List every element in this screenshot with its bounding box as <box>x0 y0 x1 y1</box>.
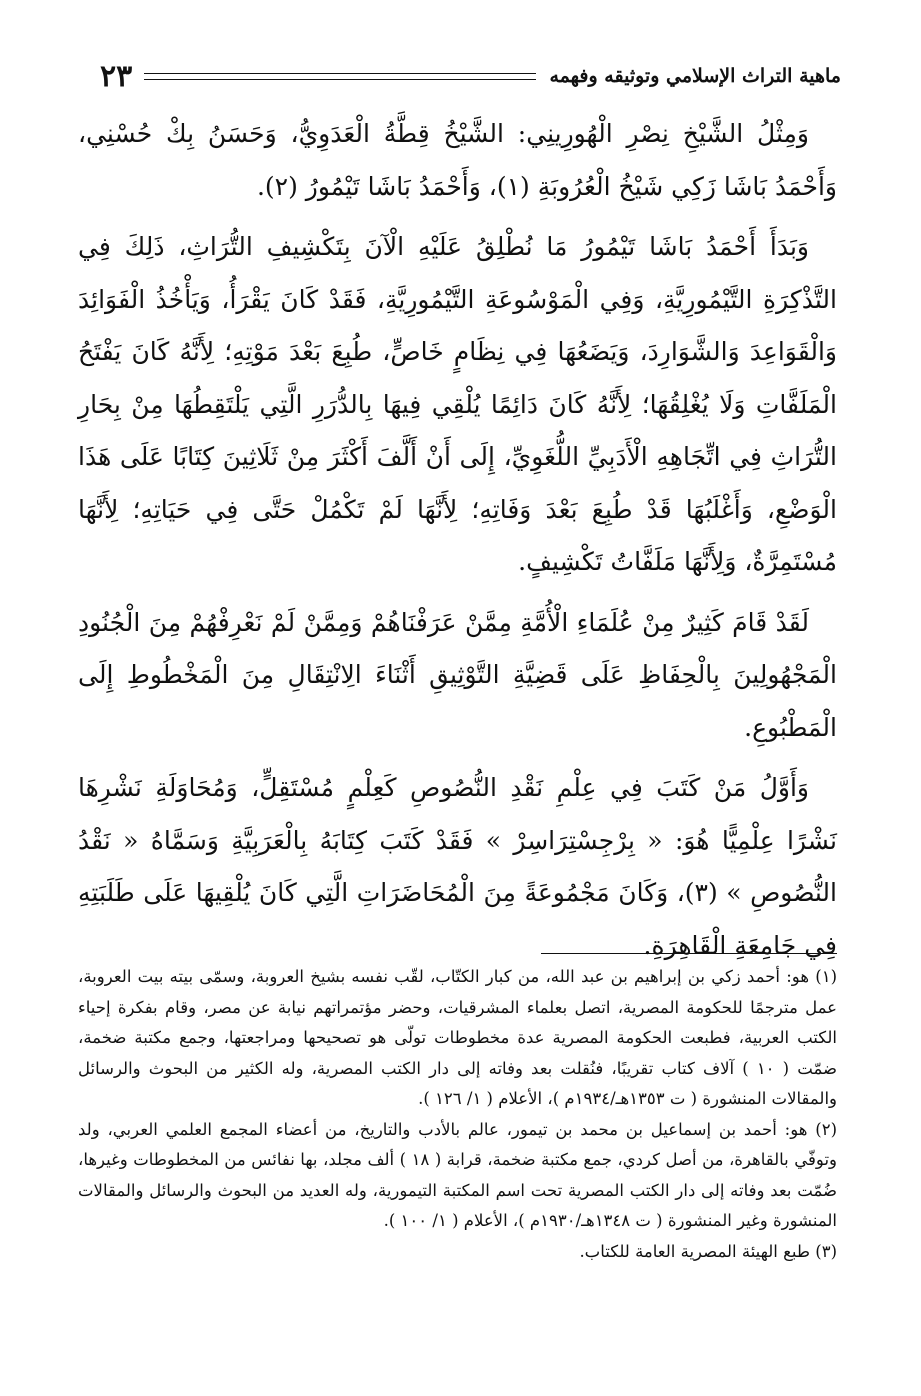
main-text <box>78 108 837 980</box>
paragraph: وَبَدَأَ أَحْمَدُ بَاشَا تَيْمُورُ مَا نُطْلِقُ عَلَيْهِ الْآنَ بِتَكْشِيفِ التُّرَاثِ، ذَلِكَ فِي التَّذْكِرَةِ التَّيْمُورِيَّةِ، وَفِي الْمَوْسُوعَةِ التَّيْمُورِيَّةِ، فَقَدْ كَانَ يَقْرَأُ، وَيَأْخُذُ الْفَوَائِدَ وَالْقَوَاعِدَ وَالشَّوَارِدَ، وَيَضَعُهَا فِي نِظَامٍ خَاصٍّ، طُبِعَ بَعْدَ مَوْتِهِ؛ لِأَنَّهُ كَانَ يَفْتَحُ الْمَلَفَّاتِ وَلَا يُغْلِقُهَا؛ لِأَنَّهُ كَانَ دَائِمًا يُلْقِي فِيهَا بِالدُّرَرِ الَّتِي يَلْتَقِطُهَا مِنْ بِحَارِ التُّرَاثِ فِي اتِّجَاهِهِ الْأَدَبِيِّ اللُّغَوِيِّ، إِلَى أَنْ أَلَّفَ أَكْثَرَ مِنْ ثَلَاثِينَ كِتَابًا عَلَى هَذَا الْوَضْعِ، وَأَغْلَبُهَا قَدْ طُبِعَ بَعْدَ وَفَاتِهِ؛ لِأَنَّهَا لَمْ تَكْمُلْ حَتَّى فِي حَيَاتِهِ؛ لِأَنَّهَا مُسْتَمِرَّةٌ، وَلِأَنَّهَا مَلَفَّاتُ تَكْشِيفٍ. <box>78 232 837 576</box>
header-rule <box>144 73 535 80</box>
footnote: (٢) هو: أحمد بن إسماعيل بن محمد بن تيمور، عالم بالأدب والتاريخ، من أعضاء المجمع العلمي العربي، ولد وتوفّي بالقاهرة، من أصل كردي، جمع مكتبة ضخمة، قرابة ( ١٨ ) ألف مجلد، بها نفائس من المخطوطات وغيرها، ضُمّت بعد وفاته إلى دار الكتب المصرية تحت اسم المكتبة التيمورية، وله العديد من البحوث والرسائل والمقالات المنشورة وغير المنشورة ( ت ١٣٤٨هـ/١٩٣٠م )، الأعلام ( ١/ ١٠٠ ). <box>78 1119 838 1230</box>
running-header <box>100 56 841 96</box>
paragraph: وَمِثْلُ الشَّيْخِ نِصْرِ الْهُورِينِي: الشَّيْخُ قِطَّةُ الْعَدَوِيُّ، وَحَسَنُ بِكْ حُسْنِي، وَأَحْمَدُ بَاشَا زَكِي شَيْخُ الْعُرُوبَةِ (١)، وَأَحْمَدُ بَاشَا تَيْمُورُ (٢). <box>78 119 837 201</box>
footnotes <box>78 962 837 1267</box>
paragraph: لَقَدْ قَامَ كَثِيرٌ مِنْ عُلَمَاءِ الْأُمَّةِ مِمَّنْ عَرَفْنَاهُمْ وَمِمَّنْ لَمْ نَعْرِفْهُمْ مِنَ الْجُنُودِ الْمَجْهُولِينَ بِالْحِفَاظِ عَلَى قَضِيَّةِ التَّوْثِيقِ أَثْنَاءَ الِانْتِقَالِ مِنَ الْمَخْطُوطِ إِلَى الْمَطْبُوعِ. <box>78 607 837 742</box>
page-number: ٢٣ <box>100 58 133 94</box>
paragraph: وَأَوَّلُ مَنْ كَتَبَ فِي عِلْمِ نَقْدِ النُّصُوصِ كَعِلْمٍ مُسْتَقِلٍّ، وَمُحَاوَلَةِ نَشْرِهَا نَشْرًا عِلْمِيًّا هُوَ: « بِرْجِسْتِرَاسِرْ » فَقَدْ كَتَبَ كِتَابَهُ بِالْعَرَبِيَّةِ وَسَمَّاهُ « نَقْدُ النُّصُوصِ » (٣)، وَكَانَ مَجْمُوعَةً مِنَ الْمُحَاضَرَاتِ الَّتِي كَانَ يُلْقِيهَا عَلَى طَلَبَتِهِ فِي جَامِعَةِ الْقَاهِرَةِ. <box>78 773 837 960</box>
footnote-separator <box>541 953 837 954</box>
footnote: (٣) طبع الهيئة المصرية العامة للكتاب. <box>579 1241 837 1261</box>
footnote: (١) هو: أحمد زكي بن إبراهيم بن عبد الله، من كبار الكتّاب، لقّب نفسه بشيخ العروبة، وسمّى بيته بيت العروبة، عمل مترجمًا للحكومة المصرية، اتصل بعلماء المشرقيات، وحضر مؤتمراتهم نيابة عن مصر، وقام بفكرة إحياء الكتب العربية، فطبعت الحكومة المصرية عدة مخطوطات تولّى هو تصحيحها ومراجعتها، وجمع مكتبة ضخمة، ضمّت ( ١٠ ) آلاف كتاب تقريبًا، فنُقلت بعد وفاته إلى دار الكتب المصرية، وله الكثير من البحوث والرسائل والمقالات المنشورة ( ت ١٣٥٣هـ/١٩٣٤م )، الأعلام ( ١/ ١٢٦ ). <box>78 967 837 1108</box>
header-title: ماهية التراث الإسلامي وتوثيقه وفهمه <box>549 65 841 87</box>
